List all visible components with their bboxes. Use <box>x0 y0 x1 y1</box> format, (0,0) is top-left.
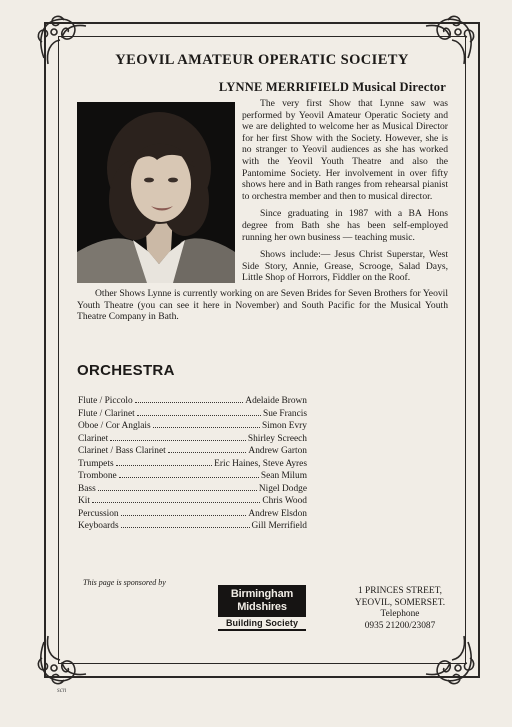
player-name: Chris Wood <box>262 496 307 506</box>
player-name: Adelaide Brown <box>245 396 307 406</box>
player-name: Simon Evry <box>261 421 307 431</box>
instrument: Clarinet / Bass Clarinet <box>78 446 166 456</box>
sponsor-note: This page is sponsored by <box>83 578 166 587</box>
corner-ornament-bottom-left <box>34 632 90 688</box>
logo-line-1: Birmingham <box>230 588 294 600</box>
player-name: Andrew Elsdon <box>248 508 307 519</box>
player-name: Nigel Dodge <box>258 483 307 494</box>
leader-dots <box>121 508 247 516</box>
orchestra-row <box>78 395 307 408</box>
corner-ornament-bottom-right <box>422 632 478 688</box>
logo-subtitle: Building Society <box>225 618 299 628</box>
leader-dots <box>98 483 257 491</box>
orchestra-row <box>78 483 307 496</box>
orchestra-row <box>78 408 307 421</box>
player-name: Shirley Screech <box>247 433 307 444</box>
sponsor-address <box>340 586 460 632</box>
leader-dots <box>121 520 250 528</box>
logo-rule <box>218 629 306 631</box>
address-line: YEOVIL, SOMERSET. <box>354 597 446 608</box>
bio-paragraph: Shows include:— Jesus Christ Superstar, West Side Story, Annie, Grease, Scrooge, Salad Days, Little Shop of Horrors, Fiddler on the Roof. <box>242 249 448 284</box>
instrument: Trumpets <box>78 458 114 469</box>
director-heading: LYNNE MERRIFIELD Musical Director <box>218 80 446 94</box>
bio-paragraph-other-shows: Other Shows Lynne is currently working on are Seven Brides for Seven Brothers for Yeovil Youth Theatre (you can see it here in November) and South Pacific for the Musical Youth Theatre Company in Bath. <box>77 288 448 323</box>
logo-box <box>218 585 306 617</box>
leader-dots <box>92 495 260 503</box>
birmingham-midshires-logo <box>218 585 306 637</box>
leader-dots <box>116 458 213 466</box>
society-title: YEOVIL AMATEUR OPERATIC SOCIETY <box>115 52 409 68</box>
director-portrait-photo <box>77 102 235 283</box>
orchestra-heading: ORCHESTRA <box>77 362 175 379</box>
leader-dots <box>119 470 259 478</box>
logo-line-2: Midshires <box>237 601 287 613</box>
leader-dots <box>110 433 246 441</box>
address-line: Telephone <box>380 609 420 620</box>
bio-paragraph: The very first Show that Lynne saw was performed by Yeovil Amateur Operatic Society and we are delighted to welcome her as Musical Director for her first Show with the Society. However, she is no stranger to Yeovil audiences as she has worked with the Yeovil Youth Theatre and also the Pantomime Society. Her involvement in over fifty shows here and in Bath ranges from rehearsal pianist to orchestra member and then to musical director. <box>242 98 448 202</box>
player-name: Eric Haines, Steve Ayres <box>214 458 307 469</box>
instrument: Keyboards <box>78 521 119 531</box>
leader-dots <box>135 395 244 403</box>
address-line: 1 PRINCES STREET, <box>358 586 442 596</box>
instrument: Flute / Clarinet <box>78 408 135 419</box>
orchestra-row <box>78 508 307 521</box>
player-name: Andrew Garton <box>248 446 307 456</box>
player-name: Sue Francis <box>262 408 307 419</box>
instrument: Bass <box>78 483 96 494</box>
address-line: 0935 21200/23087 <box>364 620 436 631</box>
page-mark: scn <box>57 686 67 694</box>
instrument: Kit <box>78 496 90 506</box>
orchestra-row <box>78 458 307 471</box>
orchestra-row <box>78 433 307 446</box>
orchestra-list <box>78 395 307 533</box>
orchestra-row <box>78 445 307 458</box>
orchestra-row <box>78 495 307 508</box>
instrument: Clarinet <box>78 433 109 444</box>
instrument: Oboe / Cor Anglais <box>78 421 151 431</box>
director-biography <box>242 98 448 290</box>
orchestra-row <box>78 420 307 433</box>
player-name: Sean Milum <box>260 471 307 481</box>
leader-dots <box>168 445 247 453</box>
player-name: Gill Merrifield <box>251 521 307 531</box>
leader-dots <box>137 408 261 416</box>
instrument: Percussion <box>78 508 119 519</box>
orchestra-row <box>78 520 307 533</box>
leader-dots <box>153 420 260 428</box>
bio-paragraph: Since graduating in 1987 with a BA Hons degree from Bath she has been self-employed running her own business — teaching music. <box>242 208 448 243</box>
orchestra-row <box>78 470 307 483</box>
instrument: Flute / Piccolo <box>78 396 133 406</box>
instrument: Trombone <box>78 471 117 481</box>
